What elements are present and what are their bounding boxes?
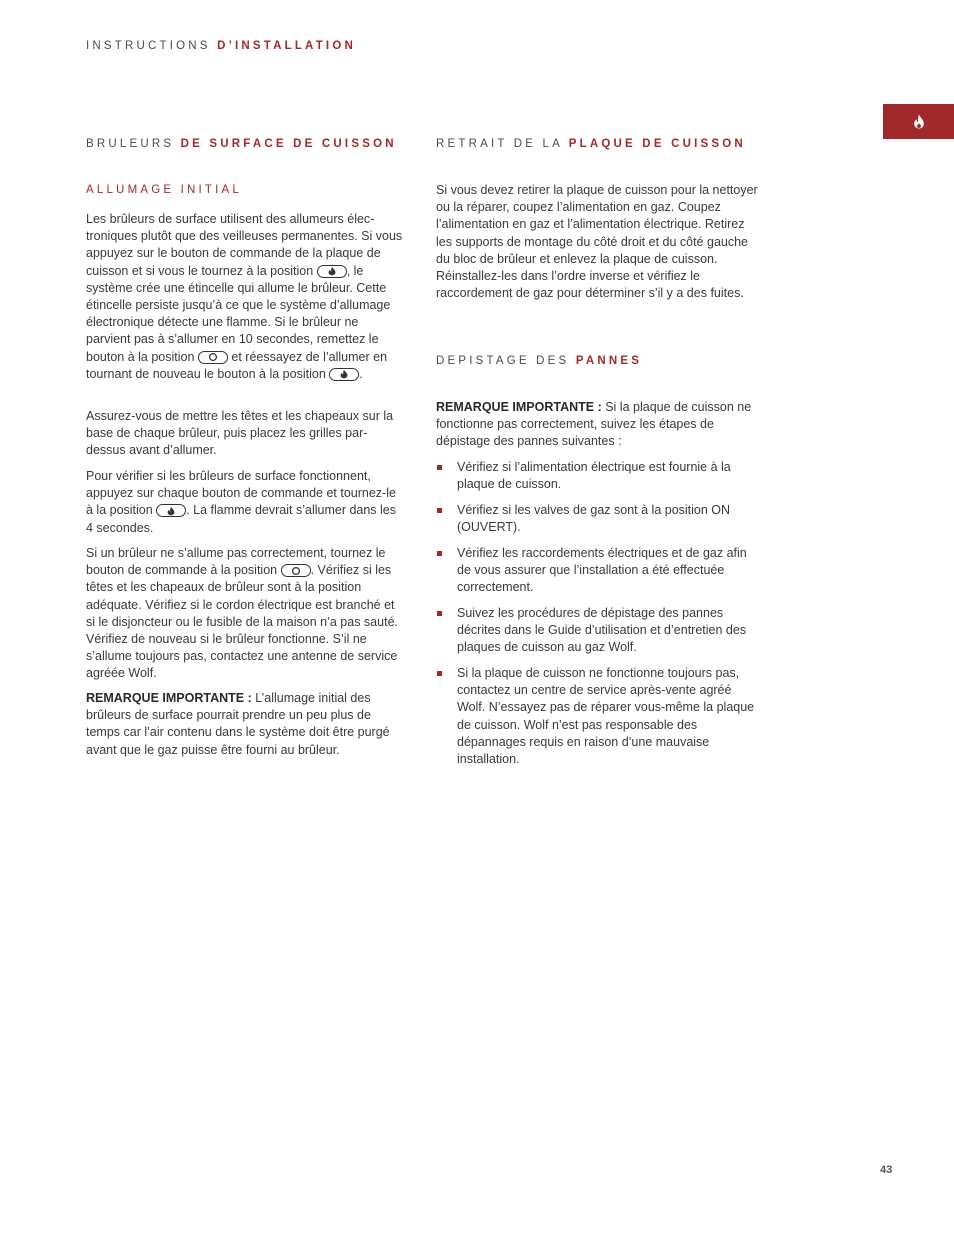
paragraph-verify-burners: Pour vérifier si les brûleurs de surface fonctionnent, appuyez sur chaque bouton de commande et tournez-le à la position . La flamme devrait s’allumer dans les 4 secondes. bbox=[86, 469, 397, 535]
bullet-square-icon bbox=[437, 611, 442, 616]
section-tab bbox=[883, 104, 954, 139]
header-prefix: INSTRUCTIONS bbox=[86, 40, 211, 52]
bullet-square-icon bbox=[437, 508, 442, 513]
paragraph-burner-caps: Assurez-vous de mettre les têtes et les chapeaux sur la base de chaque brûleur, puis placez les grilles par-dessus avant d’allumer. bbox=[86, 409, 394, 458]
header-accent: D’INSTALLATION bbox=[217, 40, 356, 52]
list-item: Vérifiez si l’alimentation électrique est fournie à la plaque de cuisson. bbox=[436, 459, 758, 493]
off-position-icon bbox=[198, 351, 228, 364]
bullet-square-icon bbox=[437, 671, 442, 676]
paragraph-troubleshoot-burner: Si un brûleur ne s’allume pas correctement, tournez le bouton de commande à la position . Vérifiez si les têtes et les chapeaux de brûleur sont à la position adéquate. Vérifiez si le cordon électrique est branché et si le disjoncteur ou le fusible de la maison n’a pas sauté. Vérifiez de nouveau si le brûleur fonctionne. S’il ne s’allume toujours pas, contactez une antenne de service agréée Wolf. bbox=[86, 546, 398, 681]
ignite-position-icon bbox=[329, 368, 359, 381]
paragraph-cooktop-removal: Si vous devez retirer la plaque de cuisson pour la nettoyer ou la réparer, coupez l’alimentation en gaz. Coupez l’alimentation en gaz et l’alimentation électrique. Retirez les supports de montage du côté droit et du côté gauche du bloc de brûleur et enlevez la plaque de cuisson. Réinstallez-les dans l’ordre inverse et vérifiez le raccordement de gaz pour déterminer s’il y a des fuites. bbox=[436, 183, 758, 301]
troubleshooting-list bbox=[436, 459, 758, 768]
subsection-title-initial-ignition: ALLUMAGE INITIAL bbox=[86, 184, 243, 196]
section-title-troubleshooting: DEPISTAGE DES PANNES bbox=[436, 355, 643, 367]
page-number: 43 bbox=[880, 1164, 893, 1176]
paragraph-important-note-troubleshooting: REMARQUE IMPORTANTE : Si la plaque de cuisson ne fonctionne pas correctement, suivez les étapes de dépistage des pannes suivantes : bbox=[436, 400, 752, 449]
ignite-position-icon bbox=[317, 265, 347, 278]
paragraph-ignition: Les brûleurs de surface utilisent des allumeurs électroniques plutôt que des veilleuses permanentes. Si vous appuyez sur le bouton de commande de la plaque de cuisson et si vous le tournez à la position , le système crée une étincelle qui allume le brûleur. Cette étincelle persiste jusqu’à ce que le système d’allumage électronique détecte une flamme. Si le brûleur ne parvient pas à s’allumer en 10 secondes, remettez le bouton à la position et réessayez de l’allumer en tournant de nouveau le bouton à la position . bbox=[86, 212, 403, 381]
bullet-square-icon bbox=[437, 551, 442, 556]
section-title-cooktop-removal: RETRAIT DE LA PLAQUE DE CUISSON bbox=[436, 138, 746, 150]
list-item: Vérifiez les raccordements électriques et de gaz afin de vous assurer que l’installation a été effectuée correctement. bbox=[436, 545, 758, 597]
bullet-square-icon bbox=[437, 465, 442, 470]
flame-icon bbox=[913, 114, 925, 129]
ignite-position-icon bbox=[156, 504, 186, 517]
list-item: Vérifiez si les valves de gaz sont à la position ON (OUVERT). bbox=[436, 502, 758, 536]
section-title-surface-burners: BRULEURS DE SURFACE DE CUISSON bbox=[86, 138, 397, 150]
running-header bbox=[86, 40, 356, 52]
off-position-icon bbox=[281, 564, 311, 577]
list-item: Suivez les procédures de dépistage des pannes décrites dans le Guide d’utilisation et d’entretien des plaques de cuisson au gaz Wolf. bbox=[436, 605, 758, 657]
list-item: Si la plaque de cuisson ne fonctionne toujours pas, contactez un centre de service après-vente agréé Wolf. N’essayez pas de réparer vous-même la plaque de cuisson. Wolf n’est pas responsable des dépannages requis en raison d’une mauvaise installation. bbox=[436, 665, 758, 768]
paragraph-important-note-ignition: REMARQUE IMPORTANTE : L’allumage initial des brûleurs de surface pourrait prendre un peu plus de temps car l’air contenu dans le système doit être purgé avant que le gaz puisse être fourni au brûleur. bbox=[86, 691, 390, 757]
